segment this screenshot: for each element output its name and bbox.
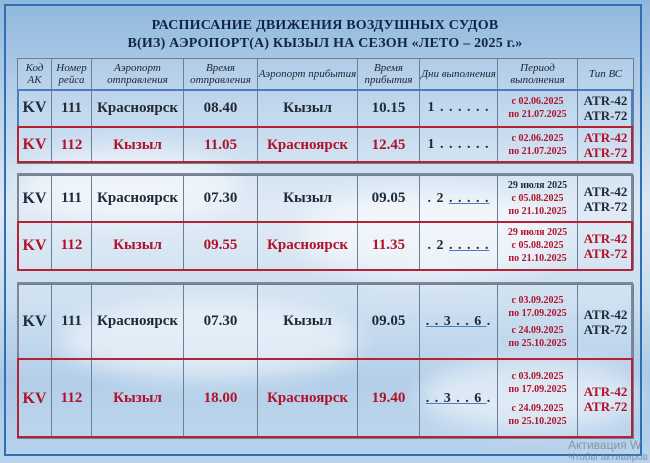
airline-code: KV <box>18 359 52 439</box>
aircraft-line: ATR-72 <box>583 108 628 123</box>
flight-number: 112 <box>52 222 92 270</box>
arrival-time: 11.35 <box>358 222 420 270</box>
aircraft-line: ATR-72 <box>583 145 628 160</box>
arrival-airport: Красноярск <box>258 222 358 270</box>
arrival-airport: Кызыл <box>258 285 358 359</box>
departure-time: 07.30 <box>184 176 258 222</box>
departure-airport: Красноярск <box>92 90 184 127</box>
operating-days <box>420 222 498 270</box>
period <box>498 285 578 359</box>
header-code: Код АК <box>18 59 52 90</box>
arrival-time: 09.05 <box>358 176 420 222</box>
activation-watermark <box>568 438 648 463</box>
period <box>498 222 578 270</box>
airline-code: KV <box>18 176 52 222</box>
period-line: с 02.06.2025 <box>511 133 564 144</box>
watermark-line-2: Чтобы активиров <box>568 452 648 463</box>
title-line-2: В(ИЗ) АЭРОПОРТ(А) КЫЗЫЛ НА СЕЗОН «ЛЕТО – 2025 г.» <box>127 36 523 51</box>
period-line: по 17.09.2025 <box>508 383 567 395</box>
aircraft-line: ATR-42 <box>583 383 628 399</box>
operating-days <box>420 176 498 222</box>
days-part: . <box>486 313 492 329</box>
departure-time: 18.00 <box>184 359 258 439</box>
departure-time: 11.05 <box>184 127 258 164</box>
arrival-airport: Кызыл <box>258 176 358 222</box>
aircraft-type <box>578 127 634 164</box>
departure-time: 09.55 <box>184 222 258 270</box>
table-row <box>18 285 634 359</box>
airline-code: KV <box>18 222 52 270</box>
period-line: 29 июля 2025 <box>507 227 568 238</box>
departure-airport: Красноярск <box>92 285 184 359</box>
title-line-1: РАСПИСАНИЕ ДВИЖЕНИЯ ВОЗДУШНЫХ СУДОВ <box>151 18 499 33</box>
header-period: Период выполнения <box>498 59 578 90</box>
period-line: с 03.09.2025 <box>511 370 564 382</box>
aircraft-type <box>578 176 634 222</box>
period-line: по 21.07.2025 <box>508 146 567 157</box>
table-row <box>18 359 634 439</box>
departure-time: 08.40 <box>184 90 258 127</box>
flight-number: 112 <box>52 127 92 164</box>
arrival-time: 09.05 <box>358 285 420 359</box>
header-days: Дни выполнения <box>420 59 498 90</box>
days-part: . . . . . <box>449 237 490 253</box>
aircraft-type <box>578 90 634 127</box>
table-row <box>18 176 634 222</box>
period-line: с 24.09.2025 <box>511 402 564 414</box>
aircraft-line: ATR-72 <box>583 245 628 261</box>
operating-days <box>420 359 498 439</box>
aircraft-type <box>578 222 634 270</box>
flight-number: 112 <box>52 359 92 439</box>
header-dep-airport: Аэропорт отправления <box>92 59 184 90</box>
period-line: с 03.09.2025 <box>511 294 564 306</box>
days-part: . . 6 <box>456 313 487 329</box>
schedule-table-block-3 <box>17 284 634 439</box>
arrival-time: 19.40 <box>358 359 420 439</box>
period-line: по 25.10.2025 <box>508 415 567 427</box>
period-line: по 17.09.2025 <box>508 307 567 319</box>
period-line: по 21.07.2025 <box>508 109 567 120</box>
period-line: с 05.08.2025 <box>511 240 564 251</box>
period-line: по 21.10.2025 <box>508 253 567 264</box>
days-part: . 2 <box>427 237 449 253</box>
header-flight: Номер рейса <box>52 59 92 90</box>
period-line: 29 июля 2025 <box>507 180 568 191</box>
departure-airport: Кызыл <box>92 127 184 164</box>
aircraft-line: ATR-42 <box>583 230 628 246</box>
schedule-table-block-2 <box>17 175 634 270</box>
aircraft-line: ATR-42 <box>583 306 628 322</box>
aircraft-line: ATR-42 <box>583 130 628 145</box>
departure-time: 07.30 <box>184 285 258 359</box>
arrival-airport: Красноярск <box>258 359 358 439</box>
period-line: с 05.08.2025 <box>511 193 564 204</box>
period-line: по 21.10.2025 <box>508 206 567 217</box>
table-row <box>18 127 634 164</box>
header-arr-time: Время прибытия <box>358 59 420 90</box>
arrival-time: 10.15 <box>358 90 420 127</box>
header-row <box>18 59 634 90</box>
aircraft-line: ATR-72 <box>583 398 628 414</box>
table-row <box>18 222 634 270</box>
schedule-table-block-1 <box>17 58 634 164</box>
days-part: . . 3 <box>425 313 457 329</box>
days-part: . 2 <box>427 190 449 206</box>
aircraft-line: ATR-72 <box>583 198 628 214</box>
aircraft-line: ATR-72 <box>583 321 628 337</box>
flight-number: 111 <box>52 90 92 127</box>
aircraft-line: ATR-42 <box>583 183 628 199</box>
arrival-airport: Красноярск <box>258 127 358 164</box>
flight-number: 111 <box>52 176 92 222</box>
departure-airport: Кызыл <box>92 359 184 439</box>
period-line: по 25.10.2025 <box>508 337 567 349</box>
operating-days <box>420 285 498 359</box>
operating-days: 1 . . . . . . <box>420 90 498 127</box>
period-line: с 02.06.2025 <box>511 96 564 107</box>
airline-code: KV <box>18 285 52 359</box>
watermark-line-1: Активация W <box>568 438 642 452</box>
departure-airport: Красноярск <box>92 176 184 222</box>
operating-days: 1 . . . . . . <box>420 127 498 164</box>
days-part: . . 3 <box>425 390 457 406</box>
days-part: . . 6 <box>456 390 487 406</box>
period <box>498 90 578 127</box>
days-part: . <box>486 390 492 406</box>
days-part: . . . . . <box>449 190 490 206</box>
table-row <box>18 90 634 127</box>
flight-number: 111 <box>52 285 92 359</box>
period <box>498 359 578 439</box>
departure-airport: Кызыл <box>92 222 184 270</box>
arrival-airport: Кызыл <box>258 90 358 127</box>
header-dep-time: Время отправления <box>184 59 258 90</box>
period <box>498 127 578 164</box>
period <box>498 176 578 222</box>
header-arr-airport: Аэропорт прибытия <box>258 59 358 90</box>
aircraft-type <box>578 285 634 359</box>
airline-code: KV <box>18 127 52 164</box>
aircraft-type <box>578 359 634 439</box>
header-aircraft: Тип ВС <box>578 59 634 90</box>
period-line: с 24.09.2025 <box>511 324 564 336</box>
arrival-time: 12.45 <box>358 127 420 164</box>
airline-code: KV <box>18 90 52 127</box>
aircraft-line: ATR-42 <box>583 93 628 108</box>
